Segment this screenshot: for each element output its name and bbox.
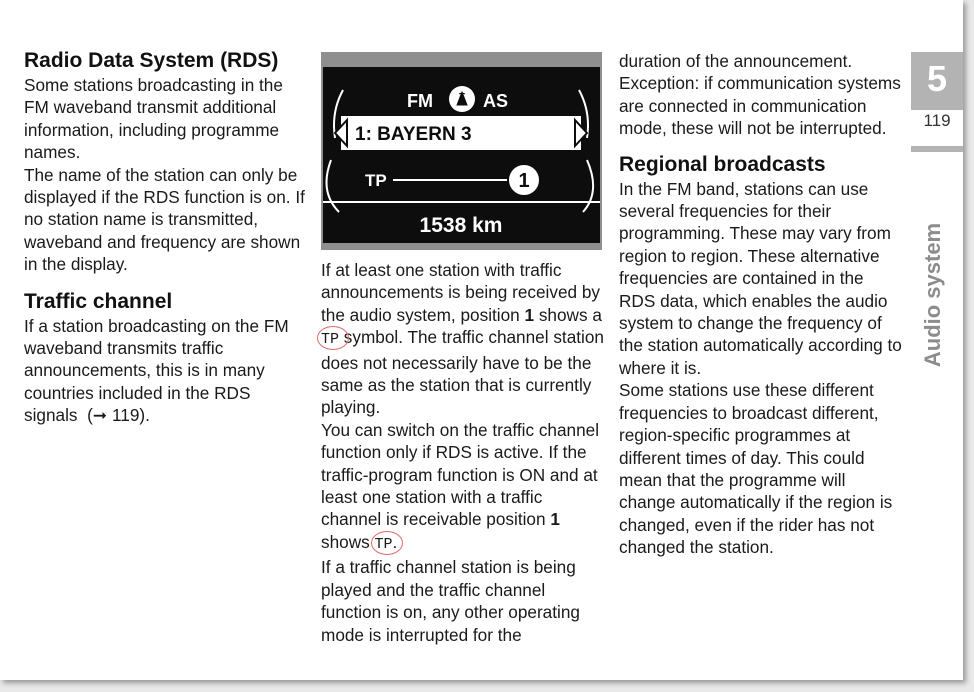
tp-symbol	[321, 329, 339, 351]
heading-rds: Radio Data System (RDS)	[24, 49, 279, 72]
heading-regional-broadcasts: Regional broadcasts	[619, 152, 826, 176]
text-run: shows a	[534, 304, 602, 325]
chapter-number: 5	[926, 58, 948, 99]
tp-label: TP	[365, 171, 387, 190]
traffic-switch-paragraph	[321, 419, 606, 556]
traffic-paragraph	[24, 315, 309, 427]
column-left	[24, 48, 309, 427]
column-right	[619, 50, 904, 559]
regional-paragraph-2: Some stations use these different frequencies to broadcast different, region-specific programmes at different times of day. This could mean that the programme will change automatically if the region is changed, even if the rider has not changed the station.	[619, 380, 893, 558]
text-run: You can switch on the traffic channel function only if RDS is active. If the traffic-program function is ON and at least one station with a traffic channel is receivable position	[321, 419, 600, 530]
section-title: Audio system	[920, 222, 945, 368]
annotation-circle	[371, 531, 403, 555]
rds-paragraph-2: The name of the station can only be displayed if the RDS function is on. If no station name is transmitted, waveband and frequency are shown in the display.	[24, 164, 305, 275]
page-reference: 119).	[111, 405, 150, 426]
tp-symbol-text: TP	[321, 331, 340, 349]
traffic-interrupt-paragraph: If a traffic channel station is being played and the traffic channel function is on, any other operating mode is interrupted for the	[321, 557, 580, 645]
as-label: AS	[483, 91, 509, 111]
text-run: .	[392, 531, 398, 552]
traffic-receiving-paragraph	[321, 259, 606, 419]
tp-symbol	[375, 534, 393, 556]
text-run: If at least one station with traffic announcements is being received by the audio system, position	[321, 260, 600, 325]
station-name: 1: BAYERN 3	[355, 124, 472, 145]
position-ref: 1	[524, 304, 535, 325]
text-run: symbol. The traffic channel station does not necessarily have to be the same as the station that is currently playing.	[321, 327, 604, 418]
announcement-paragraph: duration of the announcement. Exception: if communication systems are connected in communication mode, these will not be interrupted.	[619, 51, 901, 139]
position-number: 1	[518, 170, 530, 192]
chapter-tab	[911, 52, 963, 152]
text-run: shows	[321, 531, 375, 552]
radio-display-illustration	[321, 52, 602, 250]
page-number: 119	[911, 110, 963, 146]
tp-symbol-text: TP	[374, 535, 393, 553]
rds-paragraph-1: Some stations broadcasting in the FM waveband transmit additional information, including programme names.	[24, 75, 283, 163]
heading-traffic-channel: Traffic channel	[24, 289, 173, 313]
section-label	[917, 215, 949, 375]
traffic-text: If a station broadcasting on the FM waveband transmits traffic announcements, this is in many countries included in the RDS signals	[24, 315, 289, 426]
arrow-icon: (➞	[87, 405, 108, 426]
band-label: FM	[407, 91, 433, 111]
regional-paragraph-1: In the FM band, stations can use several frequencies for their programming. These may vary from region to region. These alternative frequencies are contained in the RDS data, which enables the audio system to change the frequency of the station automatically according to where it is.	[619, 178, 902, 378]
page-reference-link[interactable]	[87, 405, 150, 425]
position-ref: 1	[550, 509, 560, 530]
column-middle	[321, 259, 606, 646]
distance-readout: 1538 km	[419, 214, 503, 237]
